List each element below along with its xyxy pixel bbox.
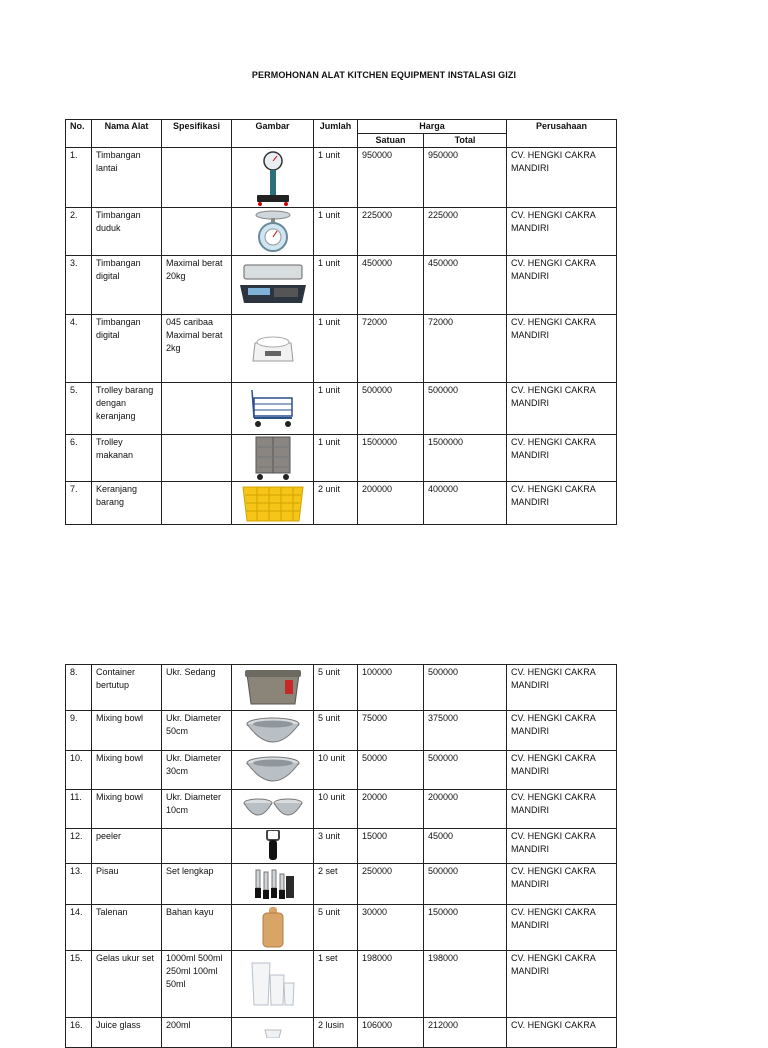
cell-jumlah: 1 unit (314, 256, 358, 315)
cell-satuan: 15000 (358, 829, 424, 864)
cell-nama-alat: Timbangan digital (92, 256, 162, 315)
cell-perusahaan: CV. HENGKI CAKRA MANDIRI (507, 905, 617, 951)
cell-spesifikasi: Ukr. Diameter 50cm (162, 711, 232, 751)
floor-scale-icon (232, 149, 313, 207)
table-row (66, 905, 617, 951)
cell-jumlah: 5 unit (314, 665, 358, 711)
equipment-table-1 (65, 119, 617, 525)
table-row (66, 711, 617, 751)
cell-perusahaan: CV. HENGKI CAKRA MANDIRI (507, 383, 617, 435)
cell-perusahaan: CV. HENGKI CAKRA MANDIRI (507, 148, 617, 208)
cell-satuan: 200000 (358, 482, 424, 525)
cell-spesifikasi: Ukr. Sedang (162, 665, 232, 711)
cell-nama-alat: Trolley makanan (92, 435, 162, 482)
cell-total: 150000 (424, 905, 507, 951)
cell-spesifikasi (162, 148, 232, 208)
cell-no: 15. (66, 951, 92, 1018)
cell-gambar (232, 482, 314, 525)
table-row (66, 435, 617, 482)
cell-nama-alat: Keranjang barang (92, 482, 162, 525)
cell-jumlah: 3 unit (314, 829, 358, 864)
equipment-table-2 (65, 664, 617, 1048)
cell-spesifikasi: Set lengkap (162, 864, 232, 905)
cell-gambar (232, 711, 314, 751)
cell-gambar (232, 208, 314, 256)
table-row (66, 829, 617, 864)
cell-no: 9. (66, 711, 92, 751)
cell-no: 4. (66, 315, 92, 383)
cell-spesifikasi: 200ml (162, 1018, 232, 1048)
table-row (66, 951, 617, 1018)
cell-perusahaan: CV. HENGKI CAKRA MANDIRI (507, 482, 617, 525)
cell-satuan: 1500000 (358, 435, 424, 482)
cell-jumlah: 1 unit (314, 435, 358, 482)
table-row (66, 751, 617, 790)
cell-satuan: 198000 (358, 951, 424, 1018)
mixing-bowl-icon (232, 716, 313, 746)
cell-no: 14. (66, 905, 92, 951)
table-row (66, 665, 617, 711)
cell-spesifikasi: Maximal berat 20kg (162, 256, 232, 315)
cell-satuan: 225000 (358, 208, 424, 256)
cell-jumlah: 5 unit (314, 711, 358, 751)
header-jumlah: Jumlah (314, 120, 358, 148)
page-title: PERMOHONAN ALAT KITCHEN EQUIPMENT INSTALASI GIZI (251, 70, 517, 80)
cell-perusahaan: CV. HENGKI CAKRA MANDIRI (507, 790, 617, 829)
cell-perusahaan: CV. HENGKI CAKRA MANDIRI (507, 208, 617, 256)
cell-perusahaan: CV. HENGKI CAKRA MANDIRI (507, 711, 617, 751)
cell-total: 1500000 (424, 435, 507, 482)
cell-satuan: 106000 (358, 1018, 424, 1048)
cell-spesifikasi (162, 383, 232, 435)
cell-spesifikasi: Ukr. Diameter 10cm (162, 790, 232, 829)
cell-gambar (232, 148, 314, 208)
food-trolley-icon (232, 435, 313, 481)
table-row (66, 864, 617, 905)
table-row (66, 383, 617, 435)
cell-jumlah: 1 unit (314, 315, 358, 383)
cell-spesifikasi: Bahan kayu (162, 905, 232, 951)
cell-perusahaan: CV. HENGKI CAKRA MANDIRI (507, 751, 617, 790)
table-row (66, 790, 617, 829)
cell-satuan: 500000 (358, 383, 424, 435)
cell-satuan: 30000 (358, 905, 424, 951)
table-row (66, 482, 617, 525)
cell-spesifikasi (162, 482, 232, 525)
cell-satuan: 250000 (358, 864, 424, 905)
cell-jumlah: 5 unit (314, 905, 358, 951)
cell-no: 16. (66, 1018, 92, 1048)
header-spesifikasi: Spesifikasi (162, 120, 232, 148)
cell-jumlah: 1 unit (314, 148, 358, 208)
cell-jumlah: 1 unit (314, 208, 358, 256)
cell-no: 5. (66, 383, 92, 435)
cell-nama-alat: Trolley barang dengan keranjang (92, 383, 162, 435)
cell-nama-alat: Talenan (92, 905, 162, 951)
table-scale-icon (232, 209, 313, 255)
cell-jumlah: 10 unit (314, 790, 358, 829)
cell-gambar (232, 256, 314, 315)
two-bowls-icon (232, 795, 313, 823)
cell-perusahaan: CV. HENGKI CAKRA (507, 1018, 617, 1048)
measuring-cups-icon (232, 959, 313, 1009)
cell-total: 450000 (424, 256, 507, 315)
header-nama-alat: Nama Alat (92, 120, 162, 148)
header-harga: Harga (358, 120, 507, 134)
juice-glass-icon (232, 1028, 313, 1038)
cell-total: 375000 (424, 711, 507, 751)
cell-satuan: 950000 (358, 148, 424, 208)
cell-total: 500000 (424, 665, 507, 711)
cell-nama-alat: Container bertutup (92, 665, 162, 711)
cell-perusahaan: CV. HENGKI CAKRA MANDIRI (507, 665, 617, 711)
cell-perusahaan: CV. HENGKI CAKRA MANDIRI (507, 864, 617, 905)
cell-nama-alat: Gelas ukur set (92, 951, 162, 1018)
peeler-icon (232, 830, 313, 862)
cell-total: 72000 (424, 315, 507, 383)
cell-spesifikasi (162, 829, 232, 864)
cell-total: 45000 (424, 829, 507, 864)
cell-nama-alat: Timbangan digital (92, 315, 162, 383)
header-satuan: Satuan (358, 134, 424, 148)
cell-gambar (232, 1018, 314, 1048)
cell-no: 7. (66, 482, 92, 525)
cell-no: 3. (66, 256, 92, 315)
cell-no: 8. (66, 665, 92, 711)
cell-jumlah: 2 unit (314, 482, 358, 525)
cell-perusahaan: CV. HENGKI CAKRA MANDIRI (507, 315, 617, 383)
cell-no: 6. (66, 435, 92, 482)
header-total: Total (424, 134, 507, 148)
table-row (66, 208, 617, 256)
cell-total: 500000 (424, 751, 507, 790)
cell-nama-alat: Timbangan lantai (92, 148, 162, 208)
small-digital-scale-icon (232, 331, 313, 367)
cell-gambar (232, 315, 314, 383)
cell-satuan: 20000 (358, 790, 424, 829)
cell-perusahaan: CV. HENGKI CAKRA MANDIRI (507, 829, 617, 864)
cell-nama-alat: Mixing bowl (92, 790, 162, 829)
cell-satuan: 450000 (358, 256, 424, 315)
cell-no: 13. (66, 864, 92, 905)
cell-jumlah: 2 set (314, 864, 358, 905)
table-row (66, 1018, 617, 1048)
cell-total: 950000 (424, 148, 507, 208)
mixing-bowl-icon (232, 755, 313, 785)
container-icon (232, 668, 313, 708)
cell-satuan: 100000 (358, 665, 424, 711)
cell-total: 500000 (424, 383, 507, 435)
cell-spesifikasi: Ukr. Diameter 30cm (162, 751, 232, 790)
basket-icon (232, 483, 313, 523)
table-row (66, 148, 617, 208)
cell-total: 212000 (424, 1018, 507, 1048)
cell-satuan: 75000 (358, 711, 424, 751)
trolley-icon (232, 388, 313, 430)
cell-nama-alat: Juice glass (92, 1018, 162, 1048)
cell-perusahaan: CV. HENGKI CAKRA MANDIRI (507, 256, 617, 315)
table-row (66, 315, 617, 383)
cell-total: 200000 (424, 790, 507, 829)
cell-jumlah: 2 lusin (314, 1018, 358, 1048)
cell-gambar (232, 665, 314, 711)
cell-gambar (232, 829, 314, 864)
table-row (66, 256, 617, 315)
cell-nama-alat: Mixing bowl (92, 711, 162, 751)
header-gambar: Gambar (232, 120, 314, 148)
header-perusahaan: Perusahaan (507, 120, 617, 148)
cell-jumlah: 10 unit (314, 751, 358, 790)
cell-satuan: 72000 (358, 315, 424, 383)
cell-gambar (232, 751, 314, 790)
cell-perusahaan: CV. HENGKI CAKRA MANDIRI (507, 435, 617, 482)
cell-spesifikasi: 1000ml 500ml 250ml 100ml 50ml (162, 951, 232, 1018)
cell-total: 198000 (424, 951, 507, 1018)
cell-no: 10. (66, 751, 92, 790)
cell-gambar (232, 790, 314, 829)
cell-jumlah: 1 set (314, 951, 358, 1018)
cell-total: 400000 (424, 482, 507, 525)
cell-no: 2. (66, 208, 92, 256)
cell-perusahaan: CV. HENGKI CAKRA MANDIRI (507, 951, 617, 1018)
cutting-board-icon (232, 907, 313, 949)
cell-jumlah: 1 unit (314, 383, 358, 435)
cell-satuan: 50000 (358, 751, 424, 790)
cell-spesifikasi: 045 caribaa Maximal berat 2kg (162, 315, 232, 383)
digital-scale-icon (232, 263, 313, 307)
cell-total: 225000 (424, 208, 507, 256)
cell-gambar (232, 951, 314, 1018)
header-no: No. (66, 120, 92, 148)
cell-nama-alat: Pisau (92, 864, 162, 905)
cell-gambar (232, 383, 314, 435)
cell-nama-alat: Mixing bowl (92, 751, 162, 790)
cell-no: 11. (66, 790, 92, 829)
cell-gambar (232, 905, 314, 951)
cell-nama-alat: peeler (92, 829, 162, 864)
knife-set-icon (232, 868, 313, 900)
cell-no: 1. (66, 148, 92, 208)
cell-nama-alat: Timbangan duduk (92, 208, 162, 256)
cell-gambar (232, 435, 314, 482)
cell-total: 500000 (424, 864, 507, 905)
cell-spesifikasi (162, 208, 232, 256)
cell-gambar (232, 864, 314, 905)
cell-spesifikasi (162, 435, 232, 482)
cell-no: 12. (66, 829, 92, 864)
